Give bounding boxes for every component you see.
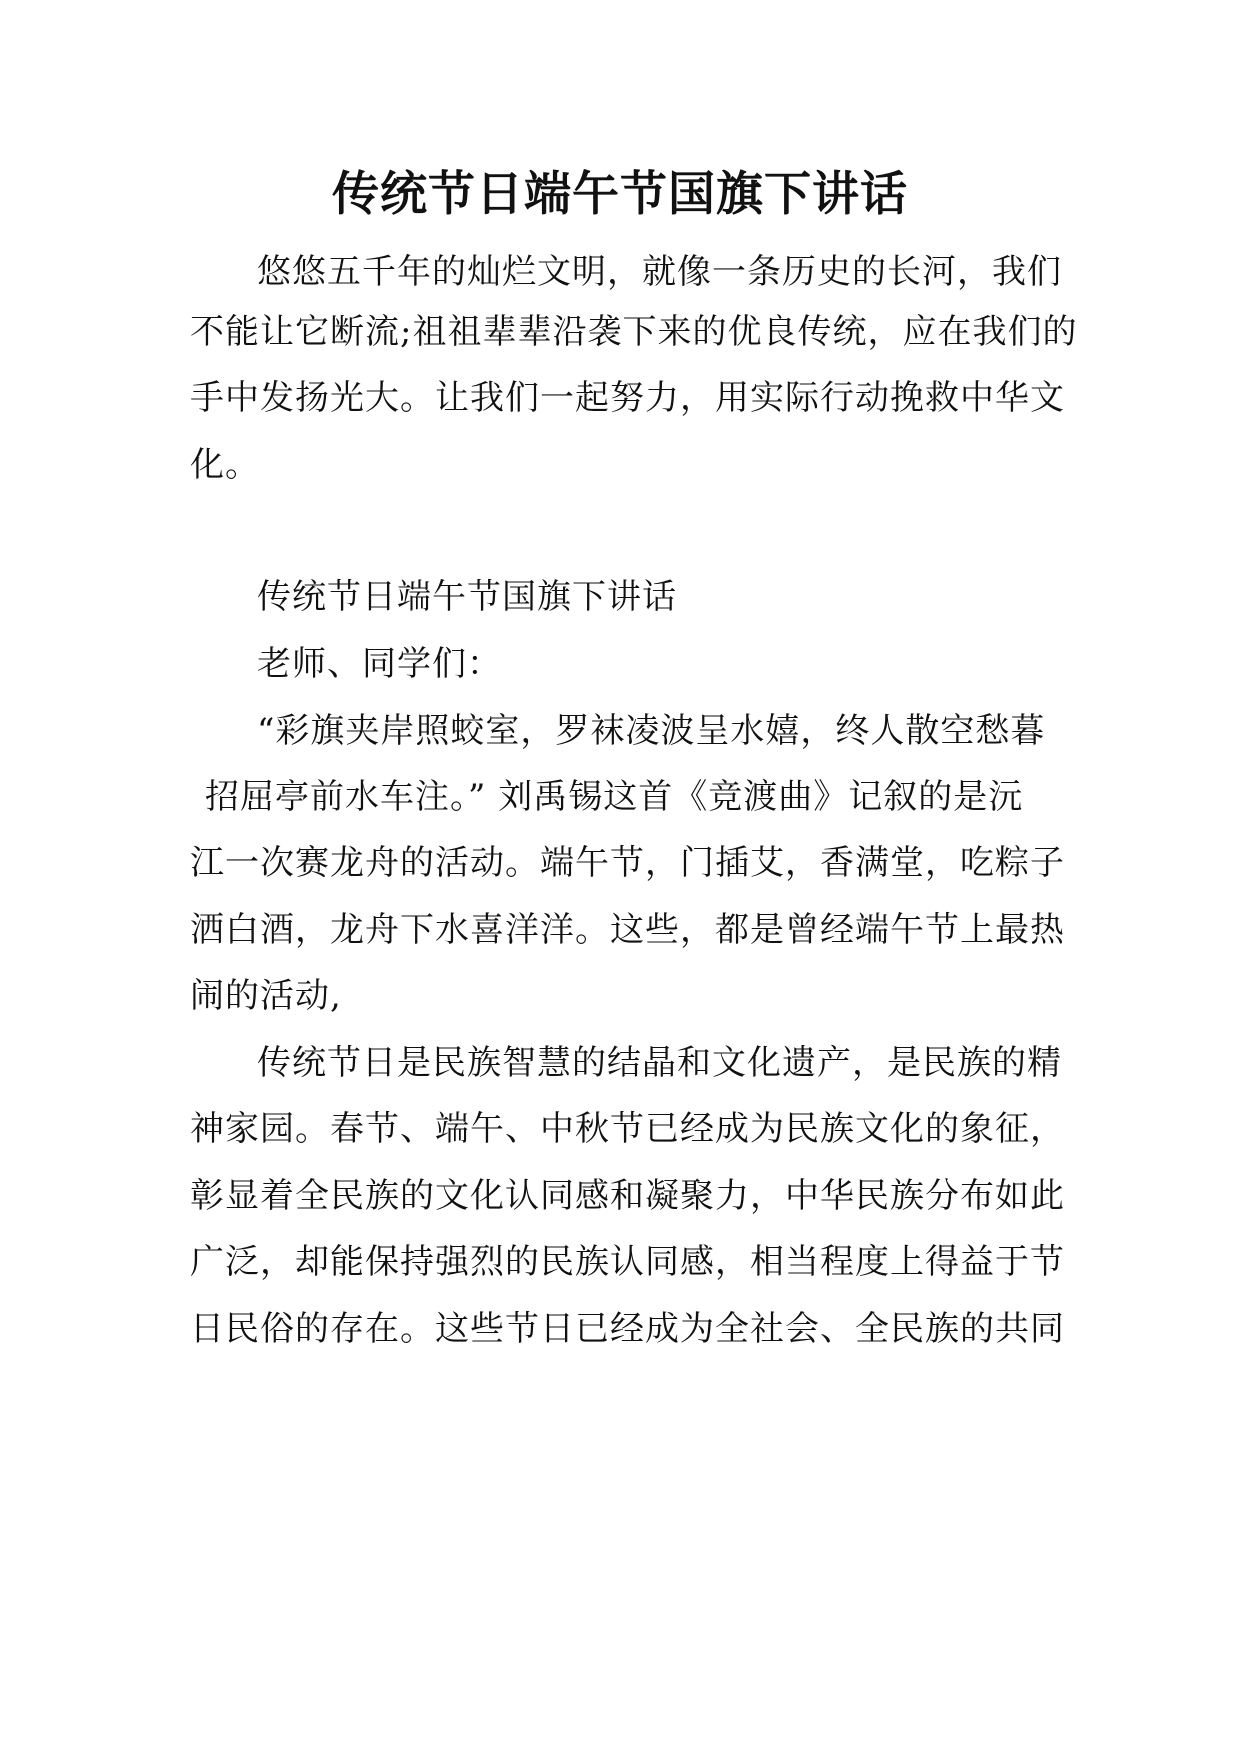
salutation: 老师、同学们： bbox=[257, 644, 502, 684]
paragraph-line: 彰显着全民族的文化认同感和凝聚力，中华民族分布如此 bbox=[190, 1176, 1065, 1216]
paragraph-line: 江一次赛龙舟的活动。端午节，门插艾，香满堂，吃粽子 bbox=[190, 843, 1065, 883]
paragraph-line: 化。 bbox=[190, 445, 260, 485]
paragraph-line: 日民俗的存在。这些节日已经成为全社会、全民族的共同 bbox=[190, 1309, 1065, 1349]
document-title: 传统节日端午节国旗下讲话 bbox=[332, 167, 908, 222]
paragraph-line: 洒白酒，龙舟下水喜洋洋。这些，都是曾经端午节上最热 bbox=[190, 910, 1065, 950]
paragraph-line: 招屈亭前水车注。” 刘禹锡这首《竞渡曲》记叙的是沅 bbox=[205, 777, 1024, 817]
section-heading: 传统节日端午节国旗下讲话 bbox=[257, 577, 677, 617]
paragraph-line: 手中发扬光大。让我们一起努力，用实际行动挽救中华文 bbox=[190, 378, 1065, 418]
paragraph-line: 闹的活动, bbox=[190, 976, 342, 1016]
paragraph-line: 神家园。春节、端午、中秋节已经成为民族文化的象征， bbox=[190, 1109, 1065, 1149]
paragraph-line: 广泛，却能保持强烈的民族认同感，相当程度上得益于节 bbox=[190, 1242, 1065, 1282]
paragraph-line: 悠悠五千年的灿烂文明，就像一条历史的长河，我们 bbox=[257, 252, 1062, 292]
paragraph-line: “彩旗夹岸照蛟室，罗袜凌波呈水嬉，终人散空愁暮 bbox=[257, 711, 1046, 751]
paragraph-line: 不能让它断流;祖祖辈辈沿袭下来的优良传统，应在我们的 bbox=[190, 312, 1078, 352]
paragraph-line: 传统节日是民族智慧的结晶和文化遗产，是民族的精 bbox=[257, 1043, 1062, 1083]
